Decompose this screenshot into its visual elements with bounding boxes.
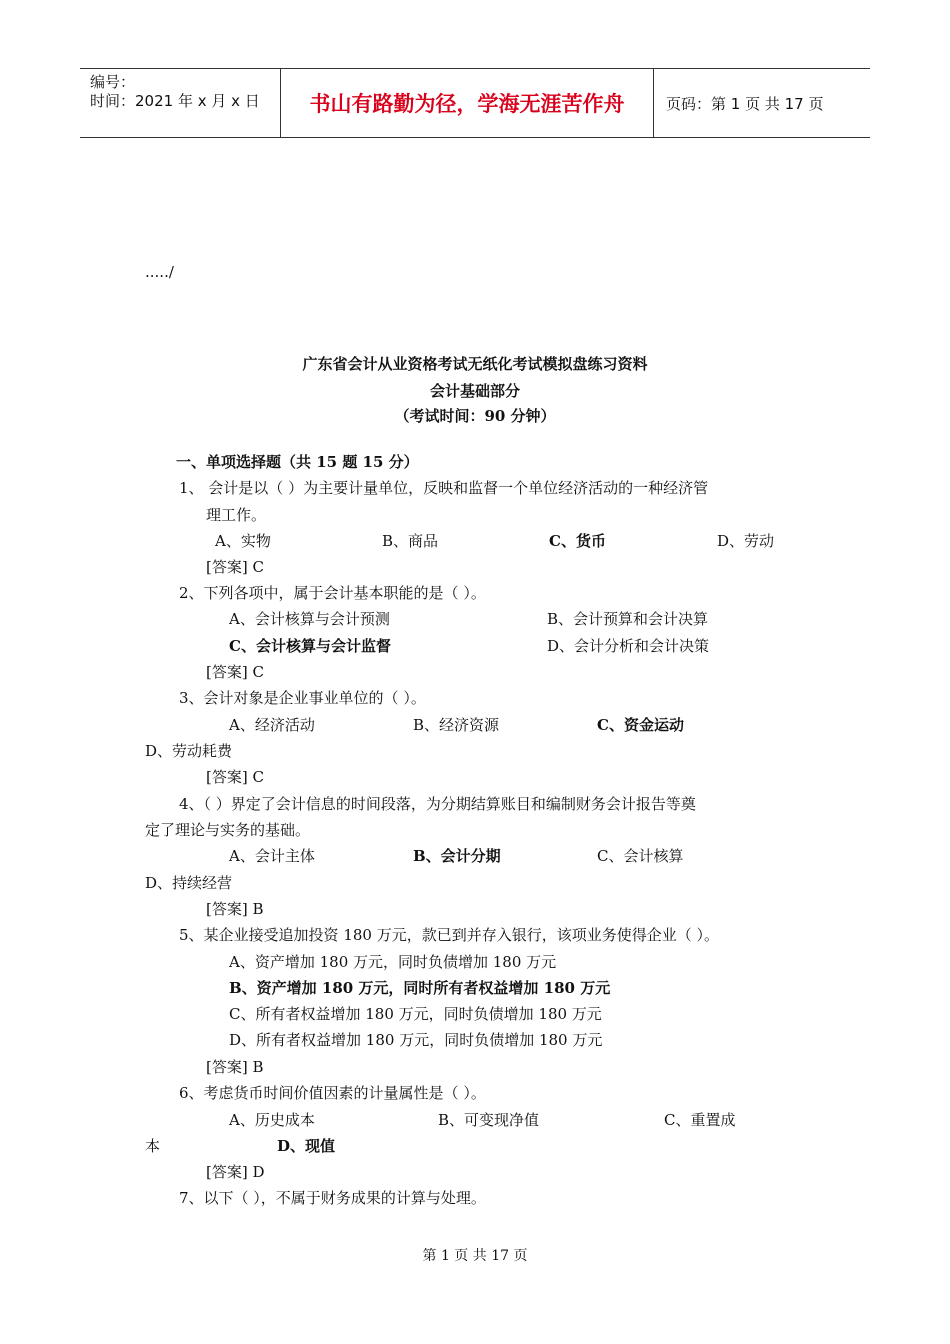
q6-answer: [答案] D [206,1163,265,1181]
q6-option-b: B、可变现净值 [438,1111,540,1129]
doc-time-note: （考试时间：90 分钟） [394,407,556,425]
header-meta [80,69,280,137]
question-1-stem-cont: 理工作。 [206,506,267,524]
q6-option-d: D、现值 [277,1137,336,1155]
doc-marker: ...../ [145,263,174,281]
q2-option-c: C、会计核算与会计监督 [229,637,391,655]
q1-option-d: D、劳动 [717,532,775,550]
header-number: 编号： [90,73,136,91]
question-7-stem: 7、以下（ ），不属于财务成果的计算与处理。 [179,1189,486,1207]
q4-option-b: B、会计分期 [413,847,501,865]
q6-option-c-cont: 本 [145,1137,161,1155]
page-header [80,68,870,138]
q6-option-c: C、重置成 [664,1111,736,1129]
q3-option-b: B、经济资源 [413,716,500,734]
q5-option-c: C、所有者权益增加 180 万元，同时负债增加 180 万元 [229,1005,602,1023]
section-heading: 一、单项选择题（共 15 题 15 分） [176,453,419,471]
q3-option-a: A、经济活动 [229,716,315,734]
q1-option-b: B、商品 [382,532,439,550]
q4-option-c: C、会计核算 [597,847,684,865]
q5-option-a: A、资产增加 180 万元，同时负债增加 180 万元 [229,953,557,971]
q2-option-d: D、会计分析和会计决策 [547,637,710,655]
question-1-stem: 1、 会计是以（ ）为主要计量单位，反映和监督一个单位经济活动的一种经济管 [179,479,709,497]
header-motto: 书山有路勤为径，学海无涯苦作舟 [309,92,625,116]
q3-option-c: C、资金运动 [597,716,684,734]
header-divider [653,69,654,137]
q5-option-b: B、资产增加 180 万元，同时所有者权益增加 180 万元 [229,979,611,997]
q4-answer: [答案] B [206,900,264,918]
q2-option-a: A、会计核算与会计预测 [229,610,390,628]
q2-answer: [答案] C [206,663,264,681]
header-date: 时间：2021 年 x 月 x 日 [90,92,260,110]
q4-option-a: A、会计主体 [229,847,315,865]
q5-option-d: D、所有者权益增加 180 万元，同时负债增加 180 万元 [229,1031,603,1049]
question-2-stem: 2、下列各项中，属于会计基本职能的是（ ）。 [179,584,486,602]
question-4-stem: 4、（ ）界定了会计信息的时间段落，为分期结算账目和编制财务会计报告等奠 [179,795,696,813]
q3-option-d: D、劳动耗费 [145,742,233,760]
doc-subtitle: 会计基础部分 [429,382,520,400]
question-4-stem-cont: 定了理论与实务的基础。 [145,821,311,839]
q3-answer: [答案] C [206,768,264,786]
q2-option-b: B、会计预算和会计决算 [547,610,709,628]
q4-option-d: D、持续经营 [145,874,233,892]
question-5-stem: 5、某企业接受追加投资 180 万元，款已到并存入银行，该项业务使得企业（ ）。 [179,926,719,944]
q1-answer: [答案] C [206,558,264,576]
header-page-info: 页码：第 1 页 共 17 页 [666,94,824,113]
q5-answer: [答案] B [206,1058,264,1076]
question-3-stem: 3、会计对象是企业事业单位的（ ）。 [179,689,426,707]
page-footer: 第 1 页 共 17 页 [422,1248,528,1264]
q1-option-c: C、货币 [549,532,606,550]
q6-option-a: A、历史成本 [229,1111,315,1129]
question-6-stem: 6、考虑货币时间价值因素的计量属性是（ ）。 [179,1084,486,1102]
q1-option-a: A、实物 [215,532,271,550]
doc-title: 广东省会计从业资格考试无纸化考试模拟盘练习资料 [302,355,648,373]
